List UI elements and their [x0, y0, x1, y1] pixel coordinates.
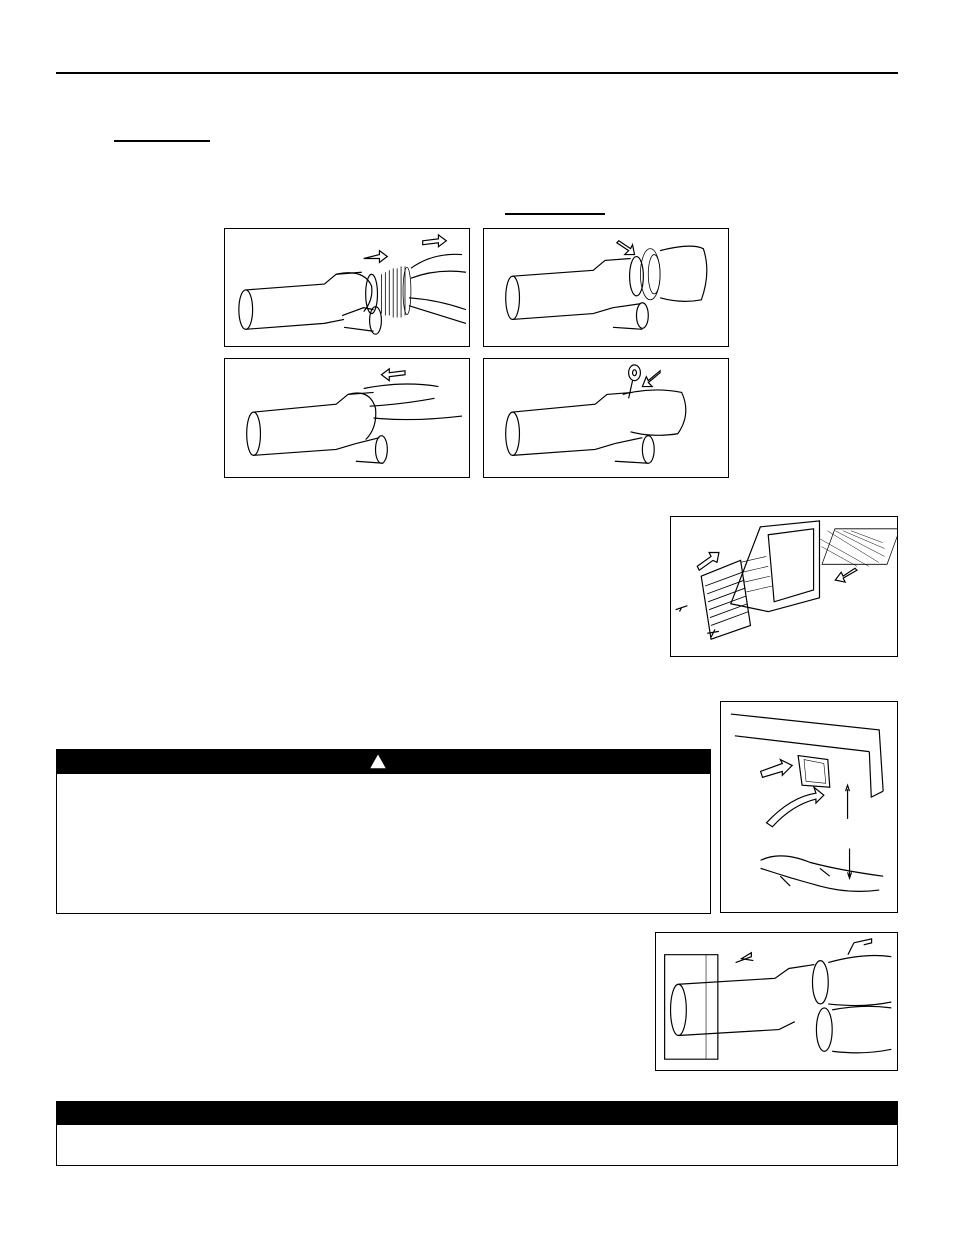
exterior-hood-figure [670, 516, 898, 657]
step1-figure [224, 228, 470, 347]
warning-header [56, 749, 711, 774]
notice-box [56, 1124, 898, 1166]
warning-box [56, 773, 711, 914]
step3-figure [224, 358, 470, 478]
wall-thimble-figure [655, 932, 898, 1071]
damper-figure [720, 701, 898, 913]
step4-figure [483, 358, 729, 478]
figure-caption-underline [505, 213, 605, 215]
notice-header [56, 1101, 898, 1124]
warning-triangle-icon [367, 751, 389, 771]
section-heading-underline [114, 140, 210, 142]
step2-figure [483, 228, 729, 347]
header-rule [56, 72, 898, 74]
